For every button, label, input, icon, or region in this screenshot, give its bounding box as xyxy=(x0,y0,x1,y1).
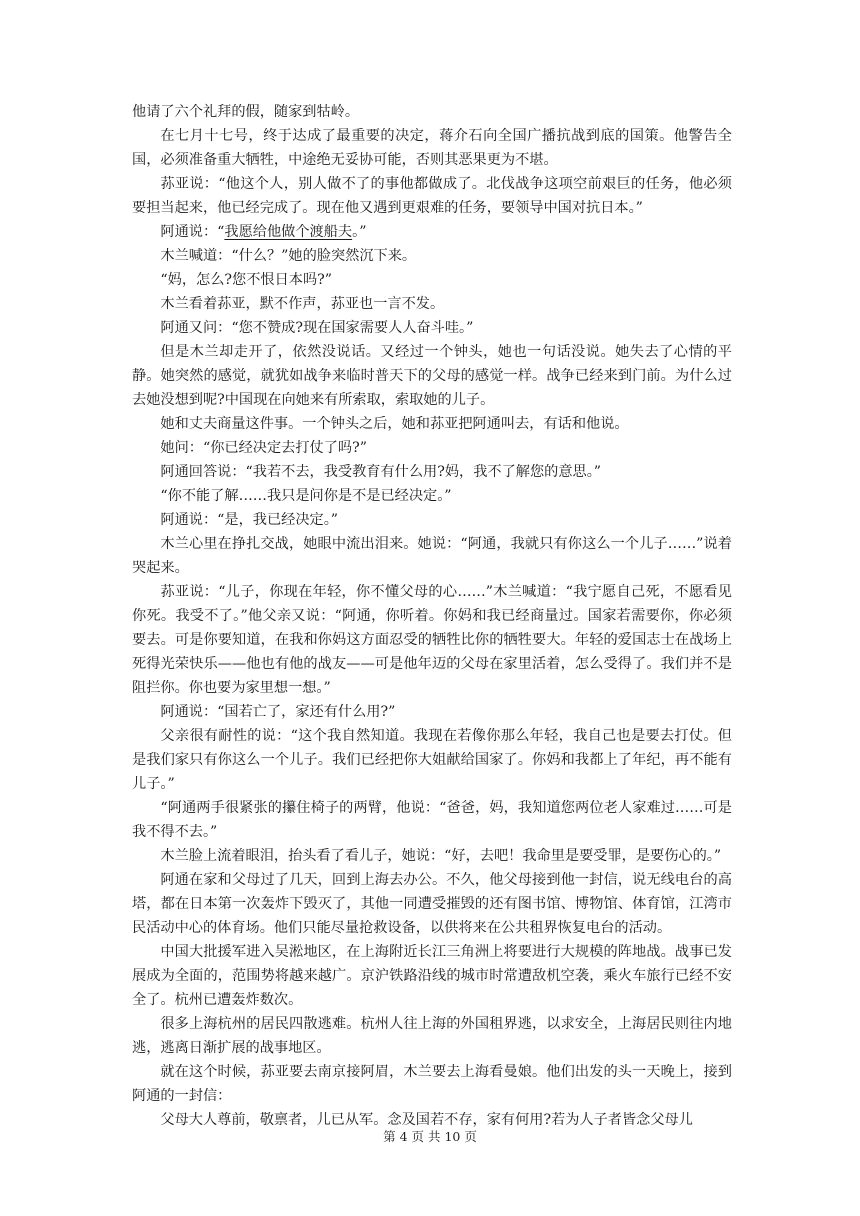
paragraph-20: 木兰脸上流着眼泪，抬头看了看儿子，她说：“好，去吧！我命里是要受罪，是要伤心的。” xyxy=(160,848,722,864)
paragraph-11: 她问：“你已经决定去打仗了吗?” xyxy=(160,440,367,456)
paragraph-1: 他请了六个礼拜的假，随家到牯岭。 xyxy=(132,104,360,120)
paragraph-10: 她和丈夫商量这件事。一个钟头之后，她和荪亚把阿通叫去，有话和他说。 xyxy=(160,416,629,432)
paragraph-9: 但是木兰却走开了，依然没说话。又经过一个钟头，她也一句话没说。她失去了心情的平静。她突然的感觉，就犹如战争来临时普天下的父母的感觉一样。战争已经来到门前。为什么过去她没想到呢?中国现在向她来有所索取，索取她的儿子。 xyxy=(132,344,732,408)
paragraph-19: “阿通两手很紧张的攥住椅子的两臂，他说：“爸爸，妈，我知道您两位老人家难过……可是我不得不去。” xyxy=(132,800,732,840)
paragraph-12: 阿通回答说：“我若不去，我受教育有什么用?妈，我不了解您的意思。” xyxy=(160,464,602,480)
paragraph-4-lead: 阿通说：“ xyxy=(160,224,225,240)
paragraph-15: 木兰心里在挣扎交战，她眼中流出泪来。她说：“阿通，我就只有你这么一个儿子……”说着哭起来。 xyxy=(132,536,732,576)
paragraph-7: 木兰看着荪亚，默不作声，荪亚也一言不发。 xyxy=(160,296,445,312)
paragraph-2: 在七月十七号，终于达成了最重要的决定，蒋介石向全国广播抗战到底的国策。他警告全国，必须准备重大牺牲，中途绝无妥协可能，否则其恶果更为不堪。 xyxy=(132,128,732,168)
paragraph-3: 荪亚说：“他这个人，别人做不了的事他都做成了。北伐战争这项空前艰巨的任务，他必须要担当起来，他已经完成了。现在他又遇到更艰难的任务，要领导中国对抗日本。” xyxy=(132,176,732,216)
paragraph-5: 木兰喊道：“什么？”她的脸突然沉下来。 xyxy=(160,248,417,264)
paragraph-18: 父亲很有耐性的说：“这个我自然知道。我现在若像你那么年轻，我自己也是要去打仗。但是我们家只有你这么一个儿子。我们已经把你大姐献给国家了。你妈和我都上了年纪，再不能有儿子。” xyxy=(132,728,732,792)
page-footer: 第 4 页 共 10 页 xyxy=(383,1129,477,1144)
paragraph-23: 很多上海杭州的居民四散逃难。杭州人往上海的外国租界逃，以求安全，上海居民则往内地逃，逃离日渐扩展的战事地区。 xyxy=(132,1016,732,1056)
paragraph-24: 就在这个时候，荪亚要去南京接阿眉，木兰要去上海看曼娘。他们出发的头一天晚上，接到阿通的一封信： xyxy=(132,1064,732,1104)
body-text xyxy=(132,100,732,1132)
paragraph-25: 父母大人尊前，敬禀者，儿已从军。念及国若不存，家有何用?若为人子者皆念父母儿 xyxy=(160,1112,693,1128)
paragraph-4-tail: 。” xyxy=(352,224,367,240)
paragraph-16: 荪亚说：“儿子，你现在年轻，你不懂父母的心……”木兰喊道：“我宁愿自己死，不愿看见你死。我受不了。”他父亲又说：“阿通，你听着。你妈和我已经商量过。国家若需要你，你必须要去。可是你要知道，在我和你妈这方面忍受的牺牲比你的牺牲要大。年轻的爱国志士在战场上死得光荣快乐——他也有他的战友——可是他年迈的父母在家里活着，怎么受得了。我们并不是阻拦你。你也要为家里想一想。” xyxy=(132,584,732,696)
paragraph-22: 中国大批援军进入吴淞地区，在上海附近长江三角洲上将要进行大规模的阵地战。战事已发展成为全面的，范围势将越来越广。京沪铁路沿线的城市时常遭敌机空袭，乘火车旅行已经不安全了。杭州已遭轰炸数次。 xyxy=(132,944,732,1008)
paragraph-17: 阿通说：“国若亡了，家还有什么用?” xyxy=(160,704,396,720)
paragraph-8: 阿通又问：“您不赞成?现在国家需要人人奋斗哇。” xyxy=(160,320,474,336)
paragraph-13: “你不能了解……我只是问你是不是已经决定。” xyxy=(160,488,452,504)
paragraph-14: 阿通说：“是，我已经决定。” xyxy=(160,512,339,528)
paragraph-21: 阿通在家和父母过了几天，回到上海去办公。不久，他父母接到他一封信，说无线电台的高塔，都在日本第一次轰炸下毁灭了，其他一同遭受摧毁的还有图书馆、博物馆、体育馆，江湾市民活动中心的体育场。他们只能尽量抢救设备，以供将来在公共租界恢复电台的活动。 xyxy=(132,872,732,936)
paragraph-4 xyxy=(132,220,732,244)
paragraph-6: “妈，怎么?您不恨日本吗?” xyxy=(160,272,332,288)
underlined-quote: 我愿给他做个渡船夫 xyxy=(224,224,353,240)
